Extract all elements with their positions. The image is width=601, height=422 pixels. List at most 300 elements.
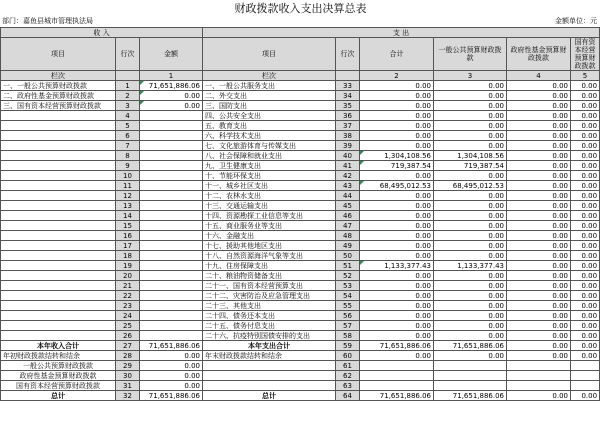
income-col-label: 栏次 [1,71,116,81]
expense-soe [571,371,600,381]
expense-total: 0.00 [360,331,434,341]
col-num-2: 2 [360,71,434,81]
expense-total: 0.00 [360,291,434,301]
income-amount: 71,651,886.06 [140,81,203,91]
income-amount [140,181,203,191]
expense-seq: 48 [336,231,360,241]
table-row [1,201,600,211]
expense-item: 九、卫生健康支出 [203,161,336,171]
expense-item-header: 项目 [203,38,336,71]
expense-general: 68,495,012.53 [434,181,507,191]
expense-item [203,381,336,391]
table-row [1,391,600,401]
expense-soe: 0.00 [571,91,600,101]
expense-fund: 0.00 [507,161,571,171]
expense-seq: 51 [336,261,360,271]
expense-seq: 58 [336,331,360,341]
expense-general: 0.00 [434,291,507,301]
expense-fund: 0.00 [507,181,571,191]
income-item [1,131,116,141]
expense-general: 0.00 [434,91,507,101]
income-item: 年初财政拨款结转和结余 [1,351,116,361]
expense-item: 十八、自然资源海洋气象等支出 [203,251,336,261]
expense-general: 1,133,377.43 [434,261,507,271]
expense-seq: 33 [336,81,360,91]
expense-general: 719,387.54 [434,161,507,171]
expense-soe: 0.00 [571,121,600,131]
income-seq: 30 [116,371,140,381]
income-item [1,321,116,331]
expense-fund: 0.00 [507,331,571,341]
expense-fund: 0.00 [507,211,571,221]
expense-total: 0.00 [360,321,434,331]
income-seq: 15 [116,221,140,231]
income-amount [140,221,203,231]
income-seq: 32 [116,391,140,401]
expense-general: 0.00 [434,211,507,221]
expense-general: 0.00 [434,121,507,131]
total-header: 合计 [360,38,434,71]
expense-item: 十三、交通运输支出 [203,201,336,211]
table-row [1,111,600,121]
income-item [1,221,116,231]
table-row [1,281,600,291]
income-amount [140,271,203,281]
income-amount [140,171,203,181]
income-item [1,291,116,301]
expense-item: 七、文化旅游体育与传媒支出 [203,141,336,151]
expense-item: 六、科学技术支出 [203,131,336,141]
expense-seq: 57 [336,321,360,331]
income-seq: 24 [116,311,140,321]
income-item [1,271,116,281]
expense-soe: 0.00 [571,111,600,121]
expense-total: 0.00 [360,191,434,201]
table-row [1,361,600,371]
expense-seq: 50 [336,251,360,261]
income-amount [140,321,203,331]
expense-soe: 0.00 [571,191,600,201]
expense-fund: 0.00 [507,301,571,311]
expense-total: 0.00 [360,231,434,241]
expense-seq: 59 [336,341,360,351]
expense-soe: 0.00 [571,221,600,231]
expense-seq: 35 [336,101,360,111]
expense-general: 0.00 [434,241,507,251]
table-row [1,241,600,251]
expense-seq: 36 [336,111,360,121]
income-amount [140,231,203,241]
expense-seq: 63 [336,381,360,391]
expense-fund: 0.00 [507,141,571,151]
expense-total: 1,133,377.43 [360,261,434,271]
expense-general [434,371,507,381]
expense-seq: 49 [336,241,360,251]
income-item [1,141,116,151]
expense-fund: 0.00 [507,221,571,231]
table-row [1,351,600,361]
expense-total: 0.00 [360,171,434,181]
expense-seq: 64 [336,391,360,401]
income-item [1,161,116,171]
expense-item: 八、社会保障和就业支出 [203,151,336,161]
unit-label: 金额单位：元 [555,17,597,25]
expense-general: 0.00 [434,131,507,141]
expense-soe: 0.00 [571,291,600,301]
table-row [1,221,600,231]
income-seq: 11 [116,181,140,191]
expense-soe: 0.00 [571,271,600,281]
expense-seq: 47 [336,221,360,231]
income-item: 总计 [1,391,116,401]
expense-item: 十九、住房保障支出 [203,261,336,271]
income-seq: 29 [116,361,140,371]
table-row [1,291,600,301]
expense-total: 0.00 [360,201,434,211]
income-item [1,251,116,261]
income-item: 国有资本经营预算财政拨款 [1,381,116,391]
expense-total: 0.00 [360,311,434,321]
expense-soe: 0.00 [571,101,600,111]
table-row [1,371,600,381]
income-amount: 0.00 [140,351,203,361]
income-item [1,331,116,341]
expense-soe: 0.00 [571,141,600,151]
expense-item: 十、节能环保支出 [203,171,336,181]
expense-fund: 0.00 [507,341,571,351]
expense-soe: 0.00 [571,161,600,171]
expense-total [360,371,434,381]
expense-fund: 0.00 [507,91,571,101]
table-row [1,341,600,351]
expense-fund: 0.00 [507,121,571,131]
expense-soe: 0.00 [571,151,600,161]
expense-fund: 0.00 [507,111,571,121]
income-amount [140,281,203,291]
table-row [1,141,600,151]
expense-soe: 0.00 [571,341,600,351]
expense-total: 0.00 [360,111,434,121]
expense-item: 本年支出合计 [203,341,336,351]
expense-item: 二、外交支出 [203,91,336,101]
expense-general: 0.00 [434,311,507,321]
income-seq: 3 [116,101,140,111]
expense-seq: 40 [336,151,360,161]
expense-soe: 0.00 [571,251,600,261]
income-item [1,301,116,311]
expense-soe [571,361,600,371]
expense-fund: 0.00 [507,191,571,201]
col-num-5: 5 [571,71,600,81]
expense-general: 0.00 [434,221,507,231]
expense-soe: 0.00 [571,131,600,141]
income-seq: 26 [116,331,140,341]
income-amount: 0.00 [140,381,203,391]
expense-total: 0.00 [360,81,434,91]
expense-seq-header: 行次 [336,38,360,71]
income-amount [140,241,203,251]
expense-fund: 0.00 [507,291,571,301]
expense-col-label: 栏次 [203,71,336,81]
table-row [1,251,600,261]
expense-total: 719,387.54 [360,161,434,171]
soe-budget-header: 国有资本经营预算财政拨款 [571,38,600,71]
expense-soe: 0.00 [571,211,600,221]
table-row [1,151,600,161]
expense-item: 二十、粮油物资储备支出 [203,271,336,281]
income-seq: 2 [116,91,140,101]
expense-fund [507,381,571,391]
expense-soe: 0.00 [571,81,600,91]
expense-soe: 0.00 [571,281,600,291]
expense-total: 0.00 [360,301,434,311]
fund-budget-header: 政府性基金预算财政拨款 [507,38,571,71]
income-amount [140,331,203,341]
expense-fund: 0.00 [507,241,571,251]
expense-total: 0.00 [360,211,434,221]
expense-item: 十七、援助其他地区支出 [203,241,336,251]
expense-total: 71,651,886.06 [360,391,434,401]
table-row [1,161,600,171]
income-item: 三、国有资本经营预算财政拨款 [1,101,116,111]
expense-total [360,361,434,371]
expense-item [203,361,336,371]
income-seq: 5 [116,121,140,131]
income-amount: 0.00 [140,91,203,101]
expense-soe: 0.00 [571,201,600,211]
expense-fund: 0.00 [507,201,571,211]
expense-total: 1,304,108.56 [360,151,434,161]
expense-total: 0.00 [360,351,434,361]
expense-total: 0.00 [360,141,434,151]
expense-item: 二十一、国有资本经营预算支出 [203,281,336,291]
income-seq: 17 [116,241,140,251]
income-seq: 31 [116,381,140,391]
table-row [1,81,600,91]
expense-seq: 54 [336,291,360,301]
income-amount: 0.00 [140,361,203,371]
expense-item: 三、国防支出 [203,101,336,111]
expense-soe: 0.00 [571,321,600,331]
income-seq: 25 [116,321,140,331]
income-item [1,211,116,221]
expense-item: 十五、商业服务业等支出 [203,221,336,231]
expense-item [203,371,336,381]
expense-seq: 62 [336,371,360,381]
expense-item: 二十三、其他支出 [203,301,336,311]
income-item [1,201,116,211]
table-row [1,91,600,101]
table-row [1,321,600,331]
expense-general: 71,651,886.06 [434,341,507,351]
expense-general: 0.00 [434,301,507,311]
income-seq: 19 [116,261,140,271]
income-amount: 0.00 [140,371,203,381]
expense-total: 68,495,012.53 [360,181,434,191]
expense-fund: 0.00 [507,321,571,331]
expense-seq: 41 [336,161,360,171]
expense-item: 十二、农林水支出 [203,191,336,201]
expense-item: 四、公共安全支出 [203,111,336,121]
income-seq: 9 [116,161,140,171]
expense-fund [507,361,571,371]
expense-general: 0.00 [434,81,507,91]
expense-total: 71,651,886.06 [360,341,434,351]
income-item [1,181,116,191]
expense-general: 0.00 [434,191,507,201]
income-amount [140,211,203,221]
expense-seq: 34 [336,91,360,101]
income-amount [140,151,203,161]
income-item: 一、一般公共预算财政拨款 [1,81,116,91]
income-amount [140,301,203,311]
income-item: 本年收入合计 [1,341,116,351]
expense-fund: 0.00 [507,131,571,141]
expense-item: 年末财政拨款结转和结余 [203,351,336,361]
income-item [1,121,116,131]
income-item [1,171,116,181]
expense-item: 十六、金融支出 [203,231,336,241]
expense-soe: 0.00 [571,171,600,181]
income-seq: 4 [116,111,140,121]
income-seq: 16 [116,231,140,241]
income-amount: 0.00 [140,101,203,111]
income-amount: 71,651,886.06 [140,391,203,401]
income-seq: 12 [116,191,140,201]
income-amount [140,131,203,141]
table-row [1,311,600,321]
income-item [1,311,116,321]
col-num-1: 1 [140,71,203,81]
expense-seq: 39 [336,141,360,151]
expense-seq: 37 [336,121,360,131]
expense-soe: 0.00 [571,311,600,321]
income-seq: 7 [116,141,140,151]
expense-total: 0.00 [360,281,434,291]
expense-soe: 0.00 [571,181,600,191]
income-item [1,231,116,241]
expense-item: 二十五、债务付息支出 [203,321,336,331]
expense-item: 二十四、债务还本支出 [203,311,336,321]
income-seq: 8 [116,151,140,161]
expense-total: 0.00 [360,131,434,141]
expense-soe: 0.00 [571,351,600,361]
expense-general [434,381,507,391]
income-seq: 6 [116,131,140,141]
expense-seq: 38 [336,131,360,141]
income-seq: 21 [116,281,140,291]
income-seq: 28 [116,351,140,361]
income-item [1,111,116,121]
expense-item: 五、教育支出 [203,121,336,131]
expense-general: 1,304,108.56 [434,151,507,161]
expense-fund [507,371,571,381]
income-amount [140,261,203,271]
expense-general [434,361,507,371]
expense-general: 0.00 [434,281,507,291]
income-amount [140,141,203,151]
income-item-header: 项目 [1,38,116,71]
expense-fund: 0.00 [507,101,571,111]
income-amount [140,291,203,301]
income-amount [140,201,203,211]
expense-general: 0.00 [434,111,507,121]
expense-soe: 0.00 [571,241,600,251]
expense-seq: 43 [336,181,360,191]
col-num-3: 3 [434,71,507,81]
expense-total: 0.00 [360,241,434,251]
expense-item: 二十六、抗疫特别国债安排的支出 [203,331,336,341]
expense-total: 0.00 [360,221,434,231]
budget-table [0,27,600,401]
income-header: 收 入 [1,28,203,38]
income-amount [140,161,203,171]
table-row [1,381,600,391]
table-row [1,331,600,341]
expense-general: 0.00 [434,171,507,181]
table-row [1,171,600,181]
expense-seq: 46 [336,211,360,221]
expense-fund: 0.00 [507,151,571,161]
expense-soe: 0.00 [571,231,600,241]
expense-total: 0.00 [360,101,434,111]
expense-fund: 0.00 [507,271,571,281]
income-amount [140,251,203,261]
table-row [1,261,600,271]
table-row [1,271,600,281]
expense-seq: 60 [336,351,360,361]
income-seq: 27 [116,341,140,351]
income-amount [140,311,203,321]
expense-general: 0.00 [434,271,507,281]
income-seq: 1 [116,81,140,91]
income-item: 一般公共预算财政拨款 [1,361,116,371]
expense-general: 0.00 [434,231,507,241]
table-row [1,191,600,201]
income-seq-header: 行次 [116,38,140,71]
expense-item: 总计 [203,391,336,401]
expense-total: 0.00 [360,271,434,281]
expense-total: 0.00 [360,91,434,101]
expense-item: 十一、城乡社区支出 [203,181,336,191]
income-seq: 13 [116,201,140,211]
table-row [1,121,600,131]
income-item [1,261,116,271]
expense-general: 71,651,886.06 [434,391,507,401]
expense-item: 一、一般公共服务支出 [203,81,336,91]
general-budget-header: 一般公共预算财政拨款 [434,38,507,71]
income-amount [140,111,203,121]
income-seq: 14 [116,211,140,221]
expense-fund: 0.00 [507,281,571,291]
table-row [1,101,600,111]
expense-fund: 0.00 [507,311,571,321]
income-seq: 20 [116,271,140,281]
expense-item: 十四、资源勘探工业信息等支出 [203,211,336,221]
expense-fund: 0.00 [507,81,571,91]
income-item [1,241,116,251]
expense-seq: 45 [336,201,360,211]
income-seq: 10 [116,171,140,181]
table-row [1,181,600,191]
col-num-4: 4 [507,71,571,81]
income-amount-header: 金额 [140,38,203,71]
expense-soe: 0.00 [571,391,600,401]
income-amount: 71,651,886.06 [140,341,203,351]
income-item [1,281,116,291]
expense-seq: 42 [336,171,360,181]
expense-soe: 0.00 [571,301,600,311]
